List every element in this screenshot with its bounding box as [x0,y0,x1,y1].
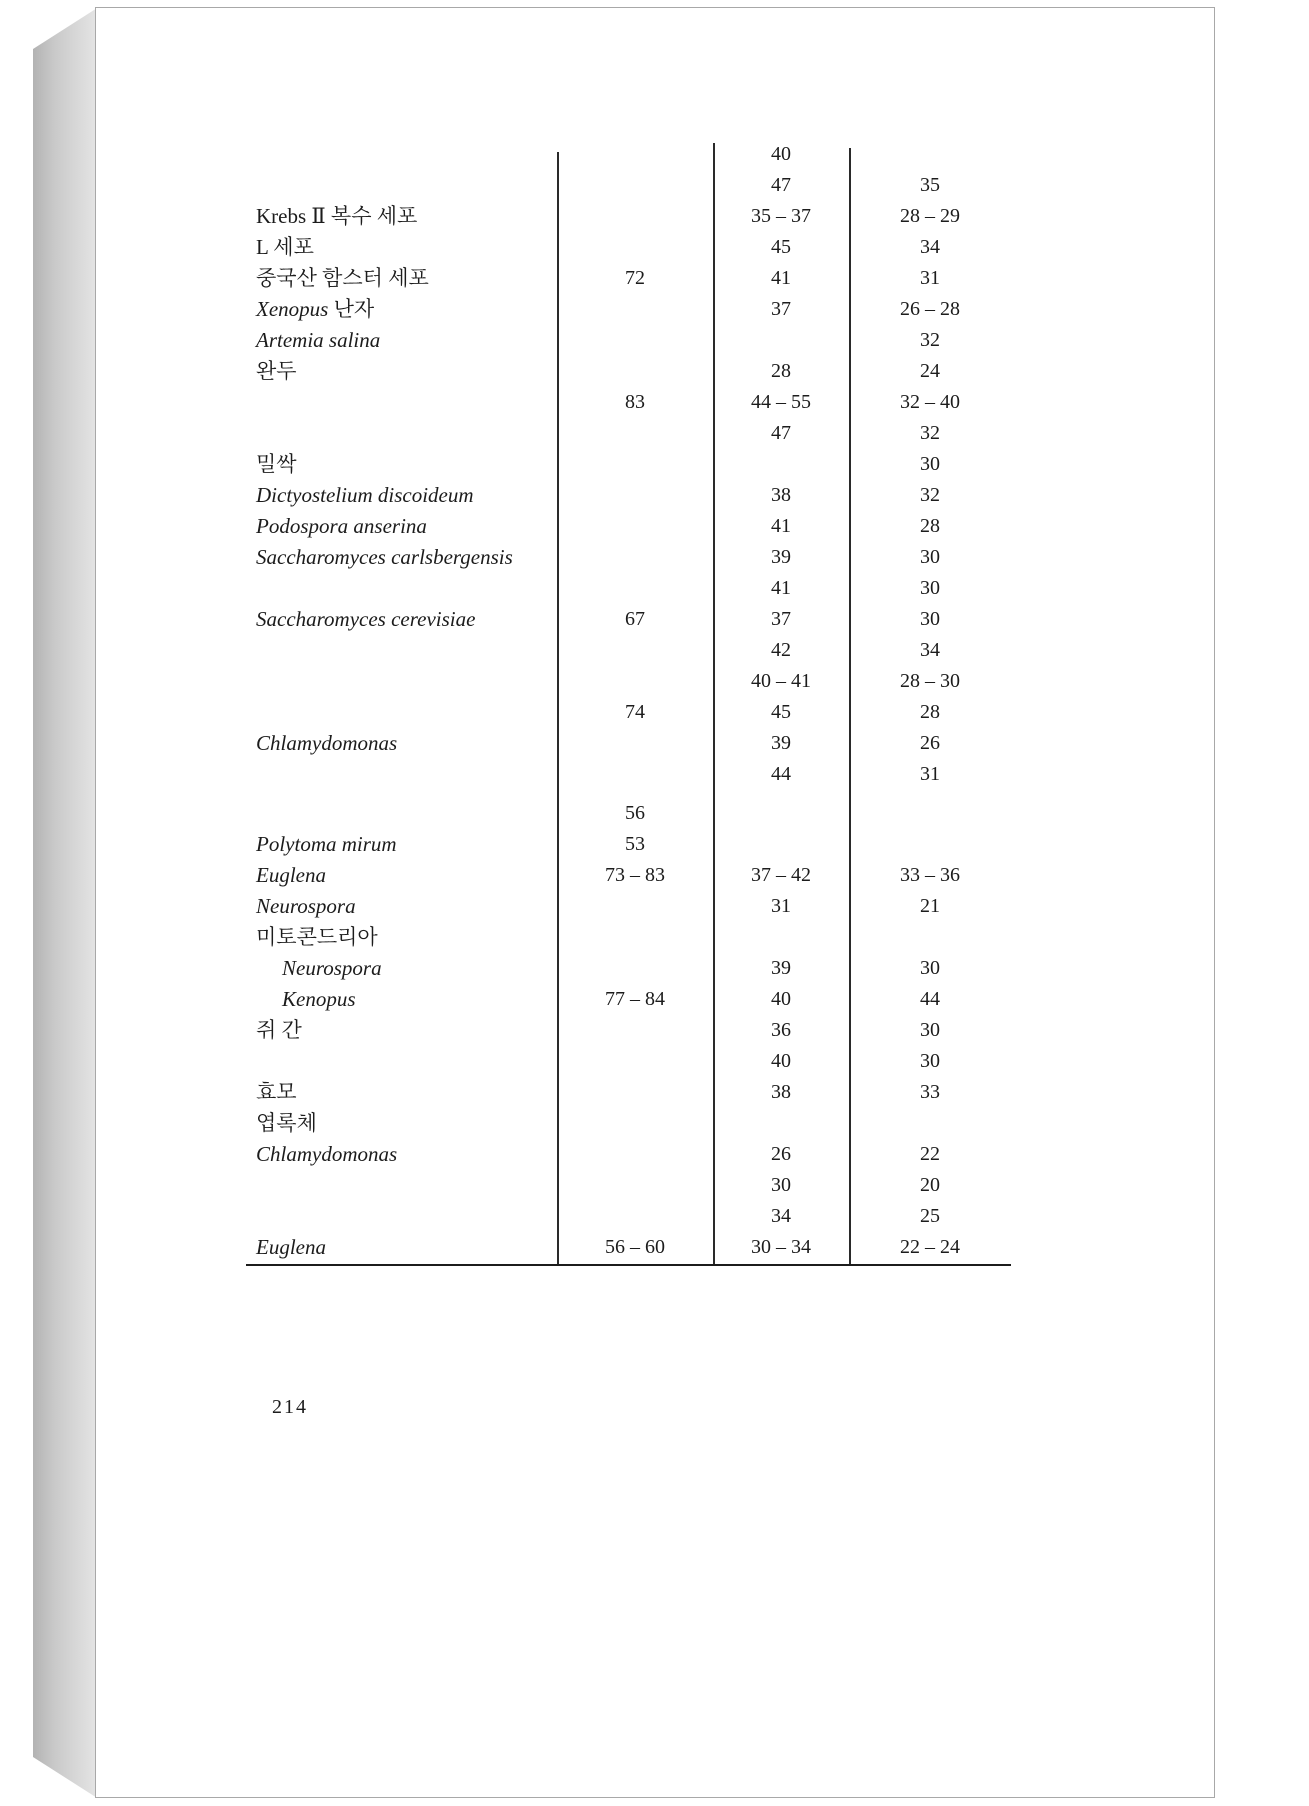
value-col-2: 37 [771,298,791,320]
table-row [248,1201,1011,1232]
row-label [256,1170,554,1201]
row-label-text: 밀싹 [256,452,297,476]
row-label [256,1077,554,1108]
value-col-3: 34 [920,236,940,258]
value-col-2: 41 [771,267,791,289]
row-label [256,294,554,325]
value-col-1 [557,480,713,511]
value-col-1 [557,170,713,201]
value-col-3: 28 [920,515,940,537]
value-col-2: 42 [771,639,791,661]
value-col-3: 28 [920,701,940,723]
value-col-2: 39 [771,957,791,979]
table-row [248,1170,1011,1201]
table-row [248,1077,1011,1108]
value-col-3: 32 – 40 [900,391,960,413]
value-col-3: 22 – 24 [900,1236,960,1258]
table-bottom-rule [246,1264,1011,1266]
row-label-text: 엽록체 [256,1111,317,1135]
value-col-1 [557,1139,713,1170]
value-col-1 [557,201,713,232]
value-col-1 [557,1077,713,1108]
value-col-3: 26 [920,732,940,754]
value-col-3: 30 [920,577,940,599]
value-col-1 [557,922,713,953]
row-label-text: 미토콘드리아 [256,925,378,949]
value-col-3: 25 [920,1205,940,1227]
value-col-3: 33 – 36 [900,864,960,886]
table-row [248,387,1011,418]
row-label [256,480,554,511]
value-col-3: 31 [920,267,940,289]
value-col-1 [557,1046,713,1077]
value-col-3 [849,798,1011,829]
row-label [256,604,554,635]
value-col-2 [713,325,849,356]
row-label-italic: Artemia salina [256,328,381,352]
value-col-2: 34 [771,1205,791,1227]
row-label [256,1015,554,1046]
value-col-1 [557,542,713,573]
value-col-3: 28 – 29 [900,205,960,227]
value-col-2: 39 [771,732,791,754]
value-col-3: 33 [920,1081,940,1103]
row-label-text: L 세포 [256,235,314,259]
value-col-2 [713,829,849,860]
value-col-2: 41 [771,515,791,537]
row-label [256,232,554,263]
row-label [256,356,554,387]
value-col-3: 30 [920,1050,940,1072]
value-col-1: 56 – 60 [605,1236,665,1258]
table-row [248,139,1011,170]
table-row [248,573,1011,604]
row-label [256,1046,554,1077]
table-row [248,953,1011,984]
row-label-italic: Xenopus [256,297,329,321]
table-row [248,418,1011,449]
book-page-edge [26,6,96,1800]
table-row [248,325,1011,356]
table-row [248,922,1011,953]
value-col-3: 30 [920,1019,940,1041]
value-col-3: 24 [920,360,940,382]
table-row [248,635,1011,666]
value-col-1 [557,666,713,697]
value-col-1 [557,1108,713,1139]
table-row [248,666,1011,697]
row-label-italic: Euglena [256,863,326,887]
value-col-3 [849,1108,1011,1139]
value-col-3: 31 [920,763,940,785]
table-row [248,1232,1011,1263]
row-label-italic: Neurospora [256,894,356,918]
value-col-3 [849,139,1011,170]
value-col-2: 35 – 37 [751,205,811,227]
row-label [282,953,580,984]
value-col-3: 21 [920,895,940,917]
value-col-2: 45 [771,701,791,723]
value-col-3 [849,829,1011,860]
value-col-1 [557,294,713,325]
value-col-2: 44 [771,763,791,785]
row-label-italic: Polytoma mirum [256,832,397,856]
value-col-1 [557,573,713,604]
row-label [256,1232,554,1263]
table-row [248,263,1011,294]
row-label [256,511,554,542]
row-label [256,542,554,573]
table-row [248,449,1011,480]
row-label [282,984,580,1015]
table-row [248,798,1011,829]
value-col-1 [557,891,713,922]
value-col-1: 77 – 84 [605,988,665,1010]
value-col-3: 44 [920,988,940,1010]
value-col-3: 32 [920,329,940,351]
value-col-2: 30 [771,1174,791,1196]
value-col-1: 53 [625,833,645,855]
value-col-2: 26 [771,1143,791,1165]
table-row [248,1046,1011,1077]
value-col-2 [713,922,849,953]
row-label-italic: Neurospora [282,956,382,980]
value-col-3: 34 [920,639,940,661]
value-col-2: 40 [771,988,791,1010]
row-label-italic: Chlamydomonas [256,731,398,755]
row-label-italic: Dictyostelium discoideum [256,483,474,507]
row-label [256,697,554,728]
value-col-2: 37 – 42 [751,864,811,886]
row-label [256,449,554,480]
row-label [256,170,554,201]
value-col-2: 40 – 41 [751,670,811,692]
row-label [256,1201,554,1232]
value-col-3: 26 – 28 [900,298,960,320]
value-col-1 [557,356,713,387]
table-row [248,697,1011,728]
row-label-italic: Chlamydomonas [256,1142,398,1166]
row-label [256,829,554,860]
value-col-1 [557,728,713,759]
value-col-2: 47 [771,174,791,196]
table-rows [248,139,1011,1263]
row-label-text: Krebs Ⅱ 복수 세포 [256,204,418,228]
data-table [248,139,1011,1266]
table-row [248,201,1011,232]
value-col-1: 56 [625,802,645,824]
value-col-1: 67 [625,608,645,630]
row-label-italic: Saccharomyces cerevisiae [256,607,476,631]
value-col-1: 72 [625,267,645,289]
value-col-2 [713,449,849,480]
value-col-2: 36 [771,1019,791,1041]
table-row [248,1015,1011,1046]
row-label [256,325,554,356]
table-row [248,891,1011,922]
row-label [256,201,554,232]
row-label [256,798,554,829]
value-col-2: 28 [771,360,791,382]
row-label-italic: Saccharomyces carlsbergensis [256,545,513,569]
table-row [248,294,1011,325]
row-label [256,728,554,759]
row-label-italic: Kenopus [282,987,356,1011]
table-row [248,356,1011,387]
row-label-italic: Euglena [256,1235,326,1259]
value-col-3: 22 [920,1143,940,1165]
value-col-2: 31 [771,895,791,917]
value-col-1 [557,953,713,984]
table-row [248,542,1011,573]
value-col-3 [849,922,1011,953]
row-label [256,666,554,697]
value-col-1 [557,418,713,449]
table-row [248,728,1011,759]
value-col-2: 40 [771,1050,791,1072]
row-label-text: 중국산 함스터 세포 [256,266,429,290]
page-number: 214 [272,1396,308,1418]
table-row [248,984,1011,1015]
row-label [256,759,554,790]
row-label [256,139,554,170]
value-col-1 [557,1201,713,1232]
value-col-1: 83 [625,391,645,413]
row-label-italic: Podospora anserina [256,514,427,538]
table-row [248,1108,1011,1139]
table-row [248,232,1011,263]
value-col-1 [557,1170,713,1201]
value-col-3: 20 [920,1174,940,1196]
value-col-1 [557,449,713,480]
value-col-3: 35 [920,174,940,196]
value-col-2: 38 [771,484,791,506]
value-col-1 [557,759,713,790]
value-col-2: 38 [771,1081,791,1103]
value-col-2: 30 – 34 [751,1236,811,1258]
value-col-1 [557,511,713,542]
value-col-1 [557,635,713,666]
value-col-2: 41 [771,577,791,599]
value-col-2 [713,1108,849,1139]
row-label [256,891,554,922]
row-label [256,387,554,418]
value-col-1 [557,139,713,170]
value-col-3: 30 [920,957,940,979]
row-label [256,418,554,449]
value-col-1: 74 [625,701,645,723]
row-label [256,1108,554,1139]
value-col-3: 30 [920,546,940,568]
value-col-3: 28 – 30 [900,670,960,692]
row-label-text: 난자 [328,297,375,321]
value-col-1 [557,325,713,356]
table-row [248,511,1011,542]
value-col-3: 30 [920,453,940,475]
value-col-2: 40 [771,143,791,165]
table-row [248,860,1011,891]
value-col-2: 45 [771,236,791,258]
row-label [256,263,554,294]
row-label-text: 쥐 간 [256,1018,302,1042]
value-col-1: 73 – 83 [605,864,665,886]
value-col-2: 39 [771,546,791,568]
table-row [248,1139,1011,1170]
value-col-2: 37 [771,608,791,630]
row-label [256,635,554,666]
table-row [248,829,1011,860]
table-row [248,170,1011,201]
value-col-1 [557,1015,713,1046]
table-row [248,759,1011,790]
row-label-text: 완두 [256,359,297,383]
row-label [256,860,554,891]
value-col-2: 44 – 55 [751,391,811,413]
value-col-3: 32 [920,422,940,444]
value-col-3: 30 [920,608,940,630]
value-col-2: 47 [771,422,791,444]
row-label [256,922,554,953]
value-col-1 [557,232,713,263]
row-label [256,573,554,604]
value-col-3: 32 [920,484,940,506]
row-label-text: 효모 [256,1080,297,1104]
value-col-2 [713,798,849,829]
row-label [256,1139,554,1170]
table-row [248,480,1011,511]
table-row [248,604,1011,635]
